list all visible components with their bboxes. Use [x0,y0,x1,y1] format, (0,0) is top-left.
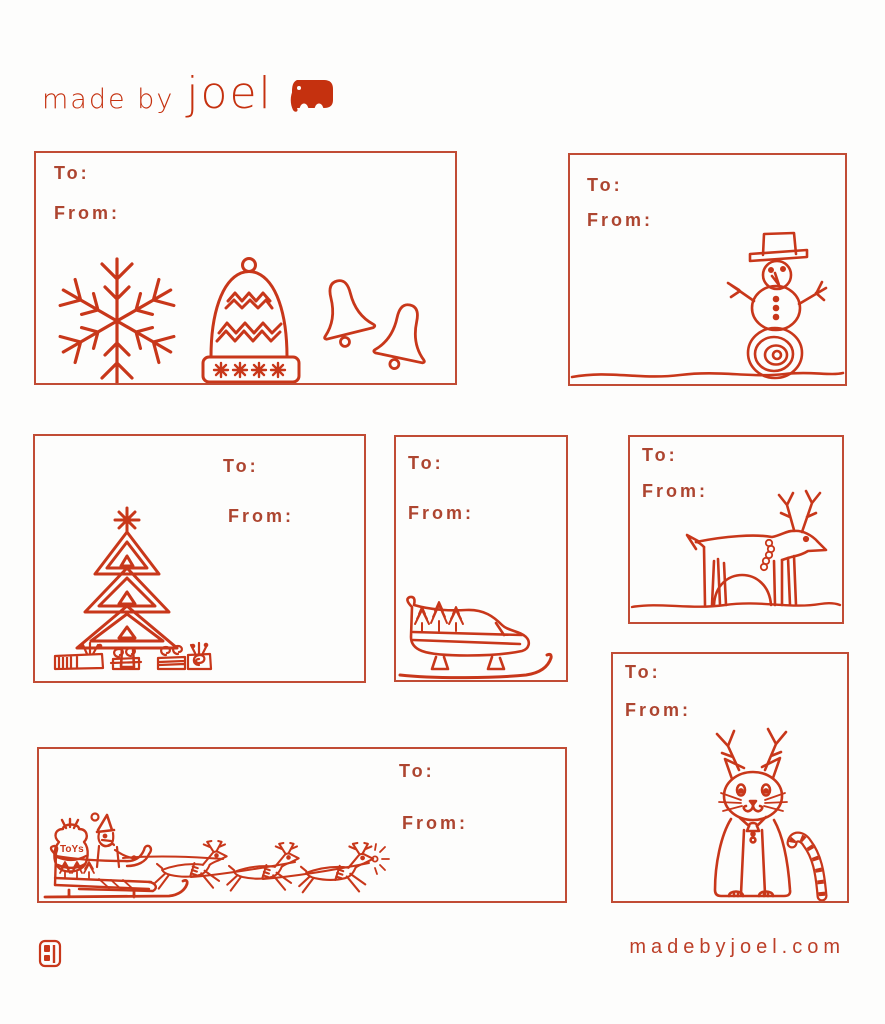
bells-icon [312,275,435,375]
logo-text-made-by: made by [42,84,175,115]
sled-illustration [396,437,566,680]
antler-cat-icon [715,729,790,896]
logo-text-joel: joel [186,68,273,119]
toy-sack-icon [54,819,87,872]
sled-icon [400,597,551,678]
to-label: To: [408,453,444,473]
to-label: To: [587,175,623,195]
knit-hat-icon [203,259,299,383]
gift-tag-winter-icons [34,151,457,385]
from-label: From: [408,503,474,523]
reindeer-icon [687,491,826,605]
to-label: To: [223,456,259,476]
reindeer-2-icon [227,843,298,891]
from-label: From: [625,700,691,720]
from-label: From: [54,203,120,223]
snow-ground [572,373,843,377]
antler-cat-illustration [613,654,847,901]
reindeer-3-icon [299,843,373,892]
gift-tag-antler-cat [611,652,849,903]
winter-icons-illustration [36,153,455,383]
rudolph-nose-glow [372,844,389,874]
toy-sack-label: ToYs [60,844,84,855]
from-label: From: [642,481,708,501]
gift-tag-sled [394,435,568,682]
christmas-tree-illustration [35,436,364,681]
from-label: From: [228,506,294,526]
snowflake-icon [56,259,178,383]
snowman-illustration [570,155,845,384]
reindeer-illustration [630,437,842,622]
from-label: From: [402,813,468,833]
to-label: To: [399,761,435,781]
snow-ground [632,603,840,607]
to-label: To: [642,445,678,465]
elephant-icon [287,79,335,113]
to-label: To: [625,662,661,682]
website-link[interactable]: madebyjoel.com [629,936,845,958]
santa-icon [92,814,136,868]
santa-sleigh-illustration [39,749,565,901]
seal-stamp-icon [38,939,62,974]
christmas-tree-icon [77,508,177,667]
gift-tag-reindeer [628,435,844,624]
santa-sleigh-icon [45,814,389,898]
gift-tag-snowman [568,153,847,386]
made-by-joel-logo [42,68,335,119]
snowman-icon [728,233,826,378]
gift-tag-christmas-tree [33,434,366,683]
reindeer-1-icon [155,841,226,889]
gift-tag-santa-sleigh [37,747,567,903]
from-label: From: [587,210,653,230]
to-label: To: [54,163,90,183]
candy-cane-tail-icon [792,837,822,896]
